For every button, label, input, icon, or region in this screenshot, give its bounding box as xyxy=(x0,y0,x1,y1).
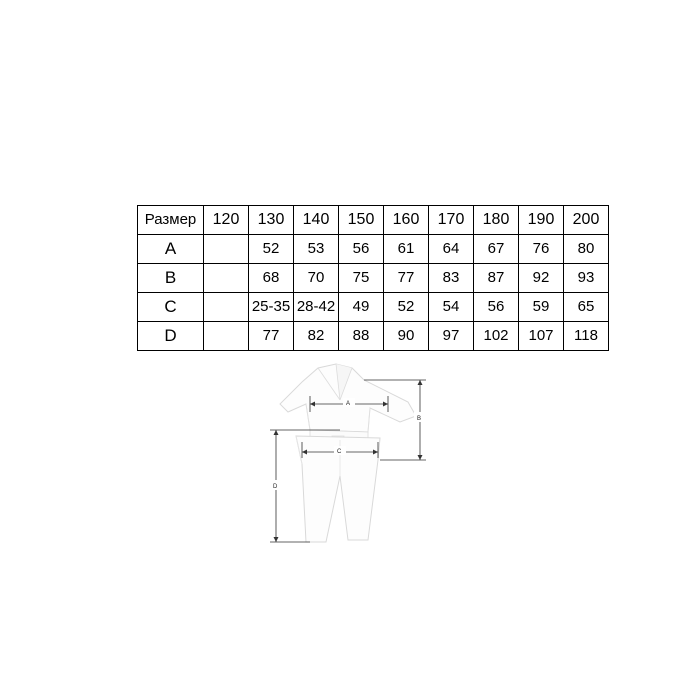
cell-c-160: 52 xyxy=(384,293,429,322)
header-cell-120: 120 xyxy=(204,206,249,235)
cell-c-190: 59 xyxy=(519,293,564,322)
cell-b-180: 87 xyxy=(474,264,519,293)
cell-b-170: 83 xyxy=(429,264,474,293)
cell-d-190: 107 xyxy=(519,322,564,351)
size-chart-table xyxy=(137,205,609,351)
cell-c-120 xyxy=(204,293,249,322)
cell-d-130: 77 xyxy=(249,322,294,351)
header-cell-180: 180 xyxy=(474,206,519,235)
cell-a-150: 56 xyxy=(339,235,384,264)
row-label-b: B xyxy=(138,264,204,293)
header-cell-160: 160 xyxy=(384,206,429,235)
header-cell-130: 130 xyxy=(249,206,294,235)
row-label-c: C xyxy=(138,293,204,322)
cell-c-170: 54 xyxy=(429,293,474,322)
row-label-d: D xyxy=(138,322,204,351)
cell-b-140: 70 xyxy=(294,264,339,293)
dimension-a-label: A xyxy=(346,401,351,407)
table-row xyxy=(138,235,609,264)
table-row xyxy=(138,322,609,351)
cell-d-180: 102 xyxy=(474,322,519,351)
cell-c-140: 28-42 xyxy=(294,293,339,322)
cell-a-140: 53 xyxy=(294,235,339,264)
cell-a-180: 67 xyxy=(474,235,519,264)
cell-c-180: 56 xyxy=(474,293,519,322)
table-header-row xyxy=(138,206,609,235)
cell-b-160: 77 xyxy=(384,264,429,293)
header-cell-170: 170 xyxy=(429,206,474,235)
cell-a-120 xyxy=(204,235,249,264)
header-cell-150: 150 xyxy=(339,206,384,235)
cell-d-120 xyxy=(204,322,249,351)
row-label-a: A xyxy=(138,235,204,264)
dimension-c-label: C xyxy=(337,449,342,455)
table-row xyxy=(138,293,609,322)
cell-d-200: 118 xyxy=(564,322,609,351)
cell-a-160: 61 xyxy=(384,235,429,264)
table-row xyxy=(138,264,609,293)
cell-c-150: 49 xyxy=(339,293,384,322)
cell-b-190: 92 xyxy=(519,264,564,293)
cell-b-120 xyxy=(204,264,249,293)
dimension-b-label: B xyxy=(417,416,422,422)
cell-d-150: 88 xyxy=(339,322,384,351)
cell-d-160: 90 xyxy=(384,322,429,351)
cell-d-170: 97 xyxy=(429,322,474,351)
cell-a-200: 80 xyxy=(564,235,609,264)
cell-b-150: 75 xyxy=(339,264,384,293)
header-cell-190: 190 xyxy=(519,206,564,235)
cell-a-190: 76 xyxy=(519,235,564,264)
cell-a-170: 64 xyxy=(429,235,474,264)
header-cell-size-label: Размер xyxy=(138,206,204,235)
cell-d-140: 82 xyxy=(294,322,339,351)
cell-c-130: 25-35 xyxy=(249,293,294,322)
karate-gi-measurement-diagram xyxy=(240,360,460,570)
cell-b-130: 68 xyxy=(249,264,294,293)
cell-b-200: 93 xyxy=(564,264,609,293)
dimension-d-label: D xyxy=(273,484,278,490)
cell-a-130: 52 xyxy=(249,235,294,264)
header-cell-200: 200 xyxy=(564,206,609,235)
size-chart-container xyxy=(137,205,600,351)
header-cell-140: 140 xyxy=(294,206,339,235)
cell-c-200: 65 xyxy=(564,293,609,322)
